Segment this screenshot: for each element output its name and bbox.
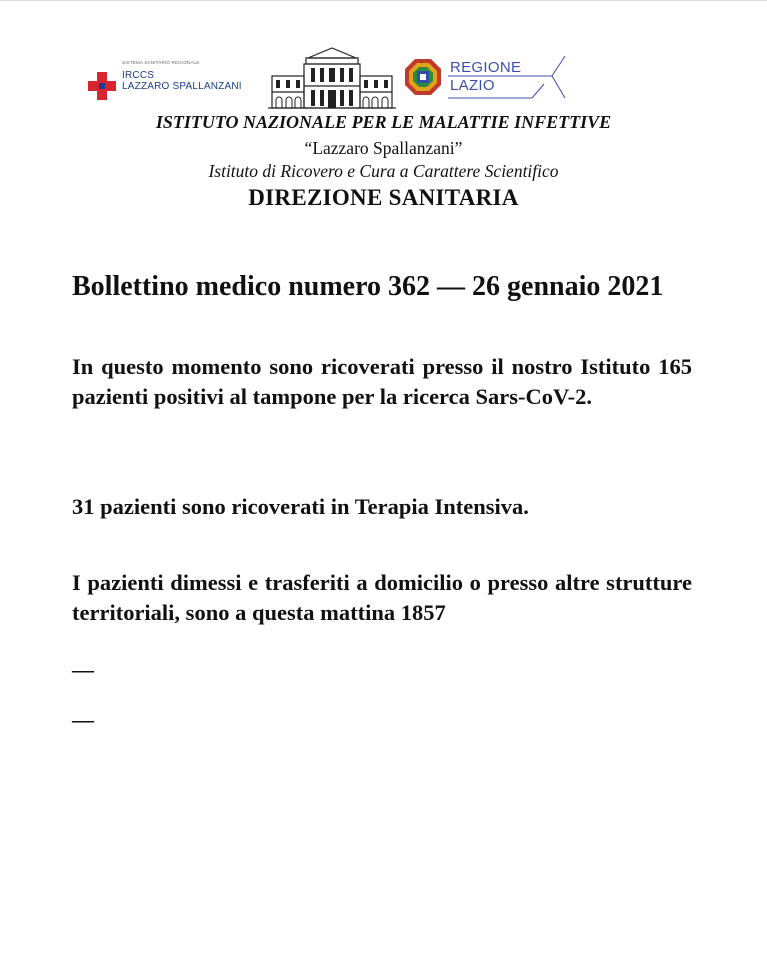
lazio-decorative-lines: [448, 54, 566, 100]
top-border: [0, 0, 767, 1]
lazio-line2: LAZIO: [450, 77, 495, 94]
bulletin-paragraph-hospitalized: In questo momento sono ricoverati presso il nostro Istituto 165 pazienti positivi al tampone per la ricerca Sars-CoV-2.: [72, 354, 692, 409]
lazio-line1: REGIONE: [450, 59, 522, 76]
department-title: DIREZIONE SANITARIA: [248, 185, 519, 210]
regione-lazio-logo: [402, 54, 570, 100]
institute-subtitle: “Lazzaro Spallanzani”: [304, 138, 463, 158]
institute-description: Istituto di Ricovero e Cura a Carattere Scientifico: [208, 161, 559, 181]
irccs-line2: LAZZARO SPALLANZANI: [122, 81, 242, 92]
separator-dash: —: [72, 657, 94, 682]
irccs-line1: IRCCS: [122, 70, 155, 81]
institute-building-icon: [268, 46, 396, 110]
irccs-logo: [84, 60, 259, 100]
irccs-system-label: SISTEMA SANITARIO REGIONALE: [122, 60, 200, 65]
red-cross-icon: [88, 72, 116, 100]
institute-name: ISTITUTO NAZIONALE PER LE MALATTIE INFETTIVE: [155, 112, 612, 132]
irccs-name: [122, 70, 242, 92]
bulletin-paragraph-intensive-care: 31 pazienti sono ricoverati in Terapia Intensiva.: [72, 494, 529, 519]
regione-lazio-emblem-icon: [404, 58, 442, 96]
bulletin-title: Bollettino medico numero 362 — 26 gennaio 2021: [72, 271, 664, 302]
separator-dash: —: [72, 707, 94, 732]
bulletin-paragraph-discharged: I pazienti dimessi e trasferiti a domicilio o presso altre strutture territoriali, sono a questa mattina 1857: [72, 570, 692, 625]
header-logos: [80, 42, 600, 110]
